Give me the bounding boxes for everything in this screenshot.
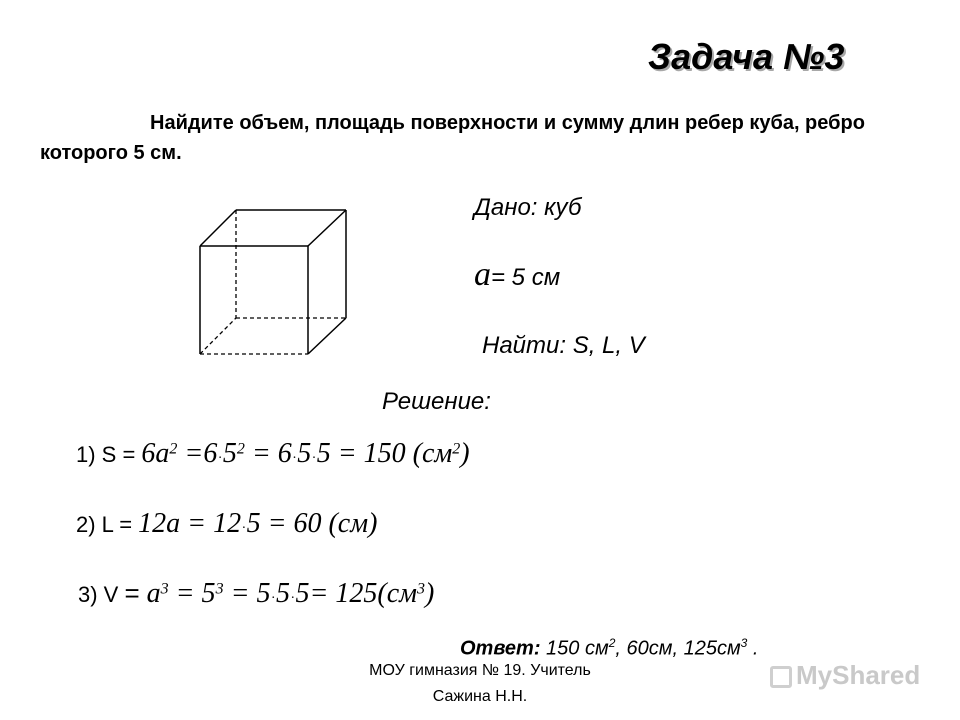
cube-edge xyxy=(308,210,346,246)
given-edge xyxy=(474,256,560,294)
answer-label: Ответ: xyxy=(460,637,541,660)
given-label: Дано: куб xyxy=(474,194,582,221)
solution-label: Решение: xyxy=(382,388,491,415)
cube-diagram xyxy=(190,200,360,360)
find-label: Найти: S, L, V xyxy=(482,332,645,359)
cube-edge xyxy=(200,210,236,246)
watermark-icon xyxy=(770,666,792,688)
cube-edge xyxy=(308,318,346,354)
cube-hidden-edge xyxy=(200,318,236,354)
answer-line: Ответ: 150 $см^2$, 60см, $125см^3$ . xyxy=(460,636,759,660)
equation-edge-length: 2) L = 12a = 12.5 = 60 (см) xyxy=(76,508,378,539)
footer-credit: МОУ гимназия № 19. Учитель Сажина Н.Н. xyxy=(369,662,591,705)
task-statement xyxy=(40,108,900,168)
equation-surface-area: 1) $S = 6a^2 =6.5^2 = 6.5.5 = 150$ $(см^2)$ xyxy=(76,438,470,469)
task-text: Найдите объем, площадь поверхности и сумму длин ребер куба, ребро которого 5 см. xyxy=(40,112,865,164)
slide-title: Задача №3 xyxy=(648,36,845,77)
edge-value: = 5 см xyxy=(491,264,561,291)
watermark: MyShared xyxy=(770,660,920,691)
edge-variable: а xyxy=(474,256,491,293)
equation-volume: 3) $V = a^3 = 5^3 = 5.5.5= 125(см^3)$ xyxy=(78,578,435,609)
